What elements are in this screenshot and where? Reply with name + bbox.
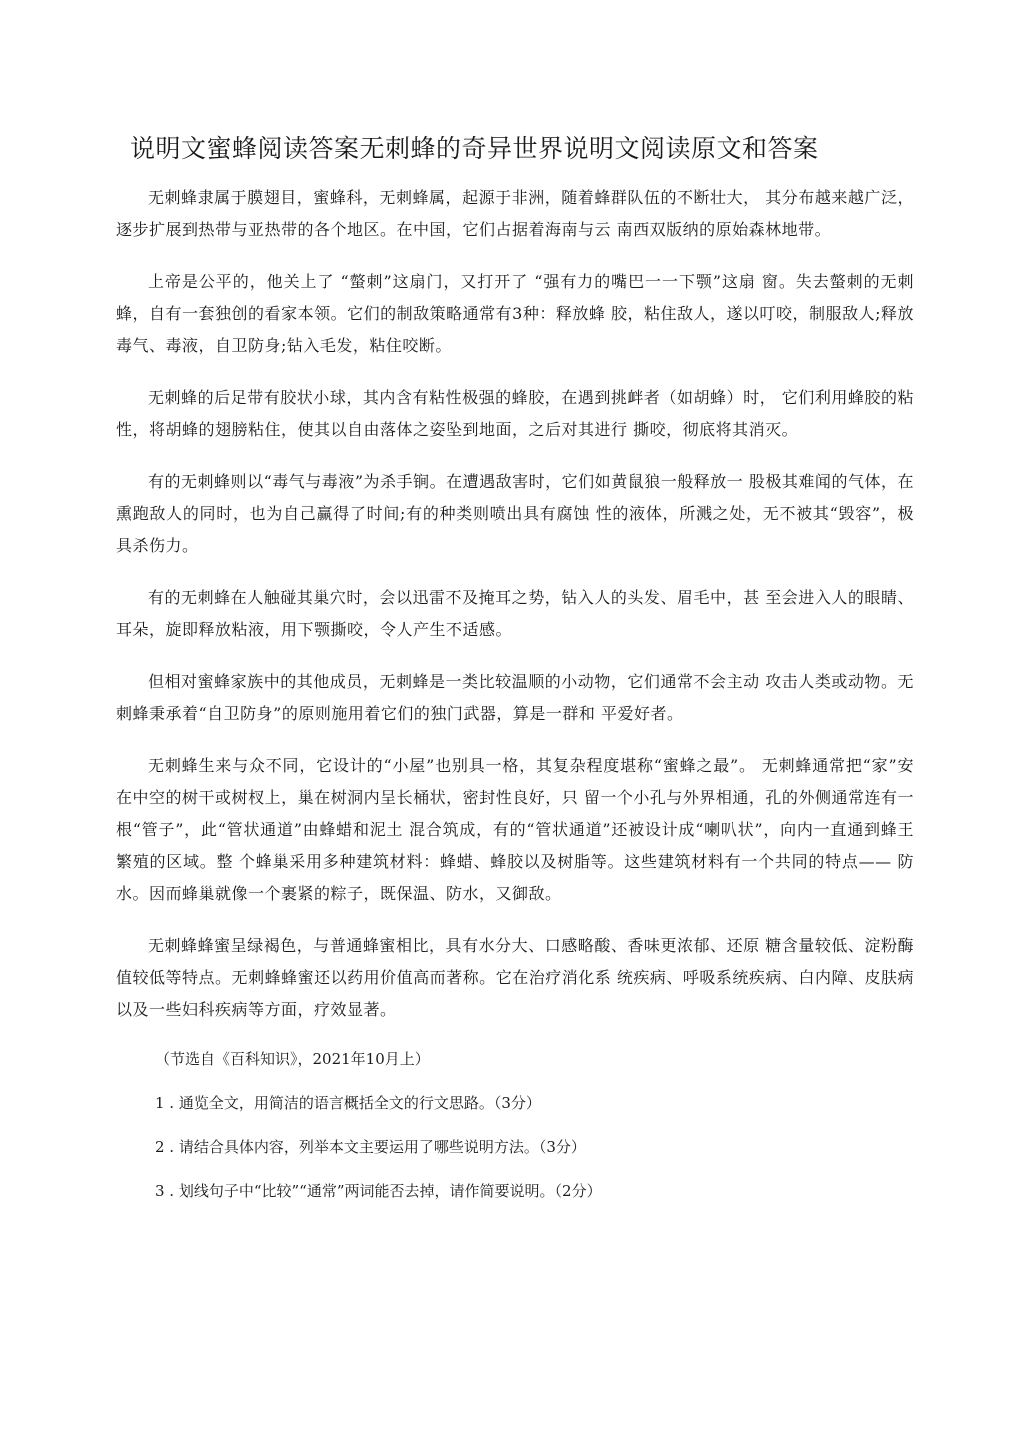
source-citation: （节选自《百科知识》，2021年10月上） — [155, 1050, 430, 1068]
paragraph-1: 无刺蜂隶属于膜翅目，蜜蜂科，无刺蜂属，起源于非洲，随着蜂群队伍的不断壮大， 其分布越来越广泛，逐步扩展到热带与亚热带的各个地区。在中国，它们占据着海南与云 南西双版纳的原始森林地带。 — [116, 188, 914, 239]
question-2: 2 . 请结合具体内容，列举本文主要运用了哪些说明方法。（3分） — [155, 1138, 586, 1156]
paragraph-8: 无刺蜂蜂蜜呈绿褐色，与普通蜂蜜相比，具有水分大、口感略酸、香味更浓郁、还原 糖含量较低、淀粉酶值较低等特点。无刺蜂蜂蜜还以药用价值高而著称。它在治疗消化系 统疾病、呼吸系统疾病、白内障、皮肤病以及一些妇科疾病等方面，疗效显著。 — [116, 936, 914, 1019]
document-body — [116, 182, 914, 1204]
paragraph-6: 但相对蜜蜂家族中的其他成员，无刺蜂是一类比较温顺的小动物，它们通常不会主动 攻击人类或动物。无刺蜂秉承着“自卫防身”的原则施用着它们的独门武器，算是一群和 平爱好者。 — [116, 672, 914, 723]
document-title: 说明文蜜蜂阅读答案无刺蜂的奇异世界说明文阅读原文和答案 — [130, 134, 819, 163]
paragraph-5: 有的无刺蜂在人触碰其巢穴时，会以迅雷不及掩耳之势，钻入人的头发、眉毛中，甚 至会进入人的眼睛、耳朵，旋即释放粘液，用下颚撕咬，令人产生不适感。 — [116, 588, 914, 639]
question-3: 3 . 划线句子中“比较”“通常”两词能否去掉，请作简要说明。（2分） — [155, 1182, 602, 1200]
paragraph-3: 无刺蜂的后足带有胶状小球，其内含有粘性极强的蜂胶，在遇到挑衅者（如胡蜂）时， 它们利用蜂胶的粘性，将胡蜂的翅膀粘住，使其以自由落体之姿坠到地面，之后对其进行 撕咬，彻底将其消灭。 — [116, 388, 914, 439]
paragraph-2: 上帝是公平的，他关上了 “螫刺”这扇门，又打开了 “强有力的嘴巴一一下颚”这扇 窗。失去螫刺的无刺蜂，自有一套独创的看家本领。它们的制敌策略通常有3种：释放蜂 胶，粘住敌人，遂以叮咬，制服敌人;释放毒气、毒液，自卫防身;钻入毛发，粘住咬断。 — [116, 272, 914, 355]
paragraph-4: 有的无刺蜂则以“毒气与毒液”为杀手锏。在遭遇敌害时，它们如黄鼠狼一般释放一 股极其难闻的气体，在熏跑敌人的同时，也为自己赢得了时间;有的种类则喷出具有腐蚀 性的液体，所溅之处，无不被其“毁容”，极具杀伤力。 — [116, 472, 914, 555]
question-1: 1 . 通览全文，用简洁的语言概括全文的行文思路。（3分） — [155, 1094, 541, 1112]
paragraph-7: 无刺蜂生来与众不同，它设计的“小屋”也别具一格，其复杂程度堪称“蜜蜂之最”。 无刺蜂通常把“家”安在中空的树干或树杈上，巢在树洞内呈长桶状，密封性良好，只 留一个小孔与外界相通，孔的外侧通常连有一根“管子”，此“管状通道”由蜂蜡和泥土 混合筑成，有的“管状通道”还被设计成“喇叭状”，向内一直通到蜂王繁殖的区域。整 个蜂巢采用多种建筑材料：蜂蜡、蜂胶以及树脂等。这些建筑材料有一个共同的特点—— 防水。因而蜂巢就像一个裹紧的粽子，既保温、防水，又御敌。 — [116, 756, 914, 903]
